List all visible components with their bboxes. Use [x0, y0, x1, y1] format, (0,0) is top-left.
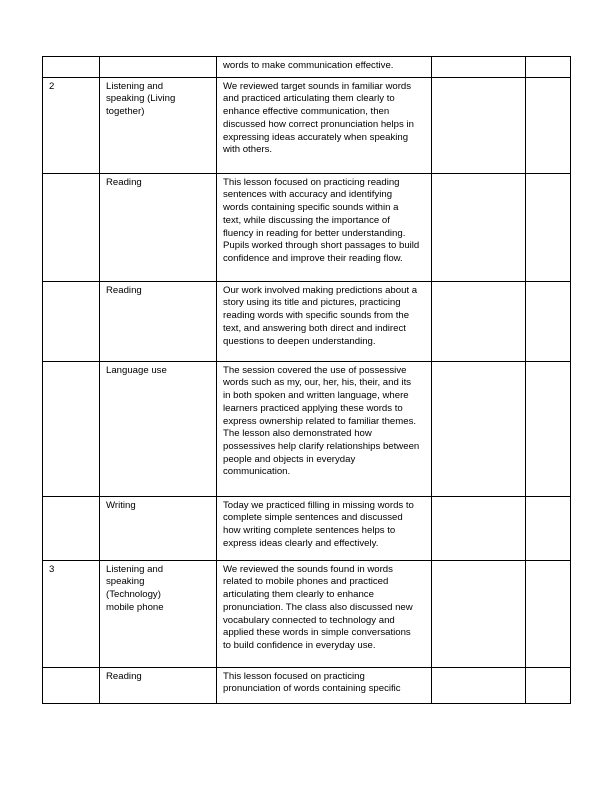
activity-cell: Our work involved making predictions about a story using its title and pictures, practicing reading words with specific sounds from the text, and answering both direct and indirect questions to deepen understanding. [217, 281, 432, 361]
week-cell [43, 281, 100, 361]
empty-cell [526, 173, 571, 281]
week-cell [43, 173, 100, 281]
empty-cell [432, 496, 526, 560]
strand-cell: Reading [100, 173, 217, 281]
activity-cell: Today we practiced filling in missing words to complete simple sentences and discussed how writing complete sentences helps to express ideas clearly and effectively. [217, 496, 432, 560]
strand-cell [100, 57, 217, 78]
empty-cell [432, 361, 526, 496]
empty-cell [526, 560, 571, 667]
empty-cell [526, 361, 571, 496]
activity-cell: We reviewed the sounds found in words related to mobile phones and practiced articulating them clearly to enhance pronunciation. The class also discussed new vocabulary connected to technology and applied these words in simple conversations to build confidence in everyday use. [217, 560, 432, 667]
week-cell: 3 [43, 560, 100, 667]
empty-cell [432, 667, 526, 703]
activity-cell: words to make communication effective. [217, 57, 432, 78]
table-row [43, 57, 571, 78]
strand-cell: Listening and speaking (Technology) mobile phone [100, 560, 217, 667]
empty-cell [526, 667, 571, 703]
empty-cell [432, 281, 526, 361]
empty-cell [432, 57, 526, 78]
empty-cell [526, 281, 571, 361]
table-row [43, 361, 571, 496]
table-row [43, 77, 571, 173]
lesson-log-table [42, 56, 571, 704]
table-row [43, 560, 571, 667]
strand-cell: Writing [100, 496, 217, 560]
strand-cell: Listening and speaking (Living together) [100, 77, 217, 173]
strand-cell: Reading [100, 667, 217, 703]
week-cell [43, 57, 100, 78]
table-row [43, 496, 571, 560]
activity-cell: We reviewed target sounds in familiar words and practiced articulating them clearly to enhance effective communication, then discussed how correct pronunciation helps in expressing ideas accurately when speaking with others. [217, 77, 432, 173]
empty-cell [526, 57, 571, 78]
table-row [43, 281, 571, 361]
strand-cell: Language use [100, 361, 217, 496]
week-cell: 2 [43, 77, 100, 173]
empty-cell [432, 560, 526, 667]
week-cell [43, 361, 100, 496]
strand-cell: Reading [100, 281, 217, 361]
activity-cell: The session covered the use of possessive words such as my, our, her, his, their, and its in both spoken and written language, where learners practiced applying these words to express ownership related to familiar themes. The lesson also demonstrated how possessives help clarify relationships between people and objects in everyday communication. [217, 361, 432, 496]
table-row [43, 667, 571, 703]
week-cell [43, 667, 100, 703]
empty-cell [432, 77, 526, 173]
activity-cell: This lesson focused on practicing pronunciation of words containing specific [217, 667, 432, 703]
activity-cell: This lesson focused on practicing reading sentences with accuracy and identifying words containing specific sounds within a text, while discussing the importance of fluency in reading for better understanding. Pupils worked through short passages to build confidence and improve their reading flow. [217, 173, 432, 281]
table-row [43, 173, 571, 281]
empty-cell [526, 496, 571, 560]
empty-cell [432, 173, 526, 281]
empty-cell [526, 77, 571, 173]
week-cell [43, 496, 100, 560]
